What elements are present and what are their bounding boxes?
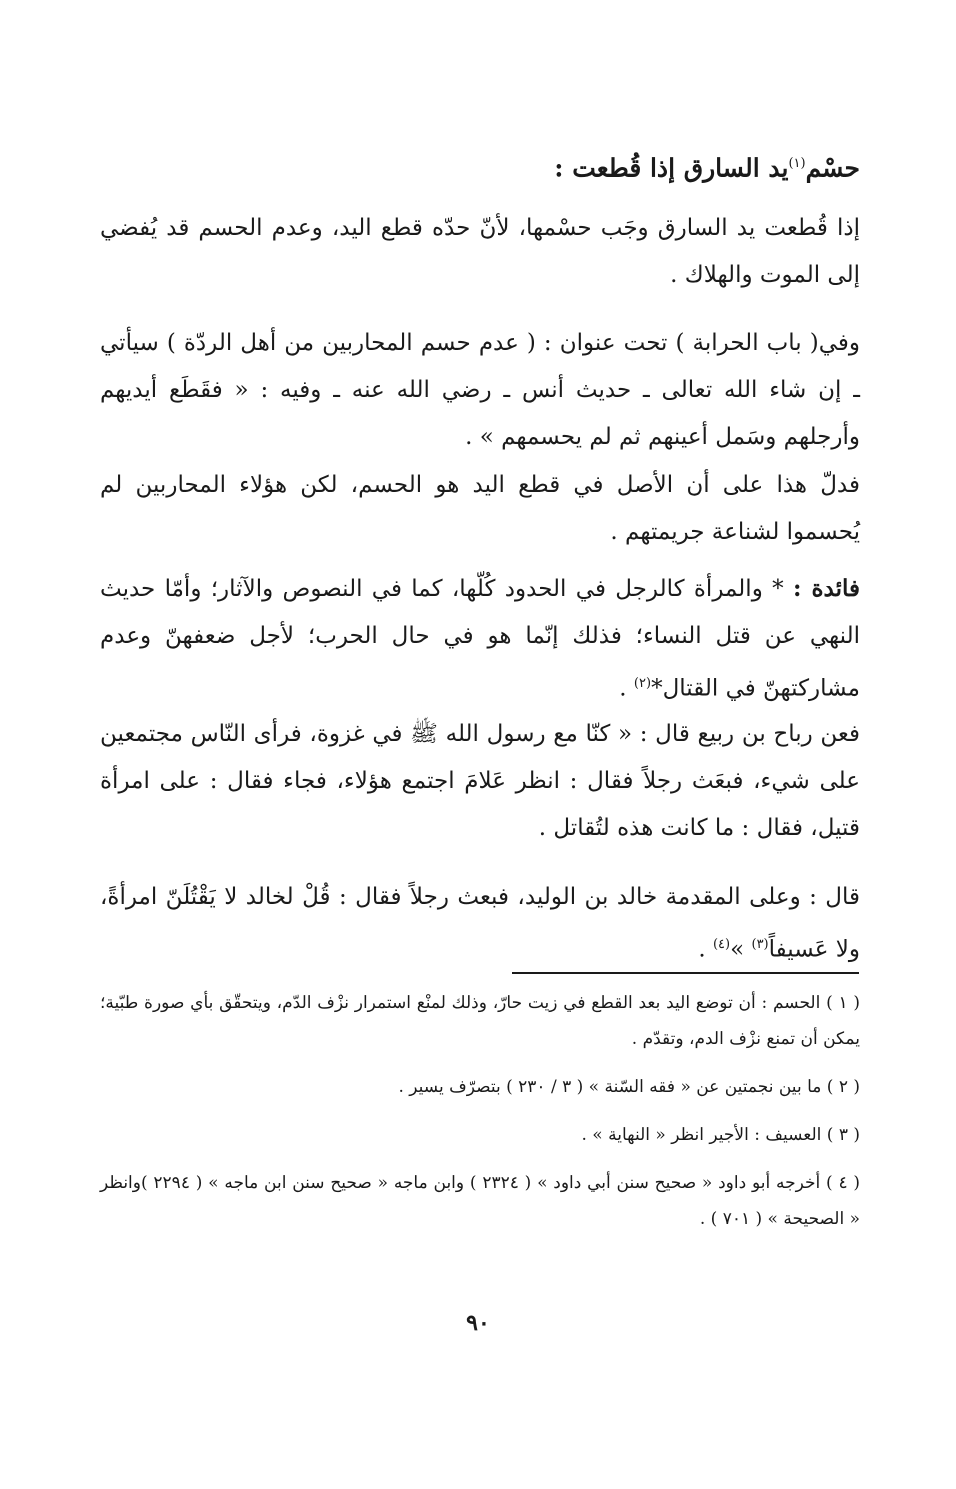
paragraph-4 <box>100 565 860 713</box>
footnote-2: ( ٢ ) ما بين نجمتين عن « فقه السّنة » ( ٣ / ٢٣٠ ) بتصرّف يسير . <box>398 1077 860 1097</box>
footnote-3: ( ٣ ) العسيف : الأجير انظر « النهاية » . <box>581 1125 860 1145</box>
benefit-end: . <box>619 675 634 702</box>
footnote-ref-3: (٣) <box>751 937 769 952</box>
footnote-ref-1: (١) <box>788 156 806 171</box>
paragraph-1: إذا قُطعت يد السارق وجَب حسْمها، لأنّ حدّه قطع اليد، وعدم الحسم قد يُفضي إلى الموت والهلاك . <box>100 215 860 288</box>
footnote-ref-2: (٢) <box>633 676 652 691</box>
page-number: ٩٠ <box>466 1310 490 1336</box>
footnotes <box>100 985 860 1249</box>
footnote-4: ( ٤ ) أخرجه أبو داود « صحيح سنن أبي داود » ( ٢٣٢٤ ) وابن ماجه « صحيح سنن ابن ماجه » ( ٢٢٩٤ )وانظر « الصحيحة » ( ٧٠١ ) . <box>100 1173 861 1229</box>
section-heading <box>520 142 860 190</box>
paragraph-2: وفي( باب الحرابة ) تحت عنوان : ( عدم حسم المحاربين من أهل الردّة ) سيأتي ـ إن شاء الله تعالى ـ حديث أنس ـ رضي الله عنه ـ وفيه : « فقَطَع أيديهم وأرجلهم وسَمل أعينهم ثم لم يحسمهم » . <box>100 330 860 450</box>
footnote-divider <box>512 972 859 974</box>
paragraph-6 <box>100 874 860 974</box>
paragraph-6-end: . <box>698 936 713 963</box>
benefit-label: فائدة : <box>792 575 861 602</box>
paragraph-5: فعن رباح بن ربيع قال : « كنّا مع رسول الله ﷺ في غزوة، فرأى النّاس مجتمعين على شيء، فبعَث رجلاً فقال : انظر عَلامَ اجتمع هؤلاء، فجاء فقال : على امرأة قتيل، فقال : ما كانت هذه لتُقاتل . <box>100 721 860 841</box>
paragraph-3: فدلّ هذا على أن الأصل في قطع اليد هو الحسم، لكن هؤلاء المحاربين لم يُحسموا لشناعة جريمتهم . <box>100 472 860 545</box>
paragraph-6-text: قال : وعلى المقدمة خالد بن الوليد، فبعث رجلاً فقال : قُلْ لخالد لا يَقْتُلَنّ امرأةً، ولا عَسيفاً <box>100 884 860 963</box>
benefit-text: * والمرأة كالرجل في الحدود كُلّها، كما في النصوص والآثار؛ وأمّا حديث النهي عن قتل النساء؛ فذلك إنّما هو في حال الحرب؛ لأجل ضعفهنّ وعدم مشاركتهنّ في القتال* <box>100 576 860 702</box>
paragraph-6-quote-close: » <box>730 936 752 963</box>
heading-end: يد السارق إذا قُطعت : <box>554 153 789 183</box>
footnote-ref-4: (٤) <box>712 937 731 952</box>
footnote-1: ( ١ ) الحسم : أن توضع اليد بعد القطع في زيت حارّ، وذلك لمنْع استمرار نزْف الدّم، ويتحقّق بأي صورة طبّية؛ يمكن أن تمنع نزْف الدم، وتقدّم . <box>100 993 860 1049</box>
heading-start: حسْم <box>805 153 860 183</box>
